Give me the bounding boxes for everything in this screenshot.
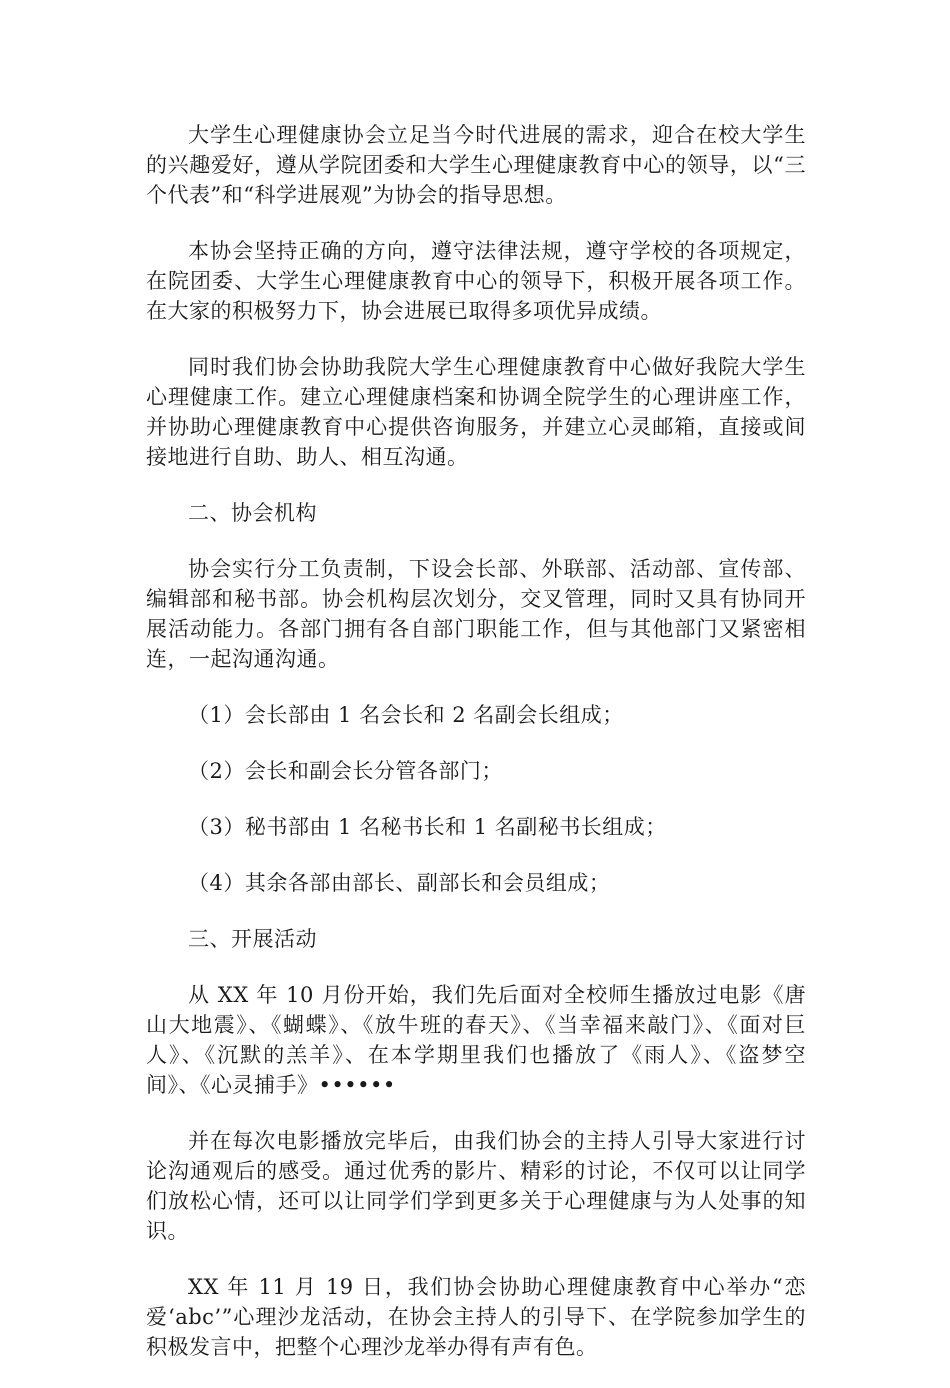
document-page bbox=[146, 120, 806, 1388]
section-heading-activities: 三、开展活动 bbox=[188, 927, 317, 951]
organization-item-2: （2）会长和副会长分管各部门； bbox=[188, 759, 503, 783]
organization-paragraph: 协会实行分工负责制，下设会长部、外联部、活动部、宣传部、编辑部和秘书部。协会机构层次划分，交叉管理，同时又具有协同开展活动能力。各部门拥有各自部门职能工作，但与其他部门又紧密相连，一起沟通沟通。 bbox=[146, 557, 806, 671]
intro-paragraph-1: 大学生心理健康协会立足当今时代进展的需求，迎合在校大学生的兴趣爱好，遵从学院团委和大学生心理健康教育中心的领导，以“三个代表”和“科学进展观”为协会的指导思想。 bbox=[146, 123, 806, 207]
activities-paragraph-3: XX 年 11 月 19 日，我们协会协助心理健康教育中心举办“恋爱‘abc’”心理沙龙活动，在协会主持人的引导下、在学院参加学生的积极发言中，把整个心理沙龙举办得有声有色。 bbox=[146, 1275, 806, 1359]
organization-item-1: （1）会长部由 1 名会长和 2 名副会长组成； bbox=[188, 703, 624, 727]
organization-item-3: （3）秘书部由 1 名秘书长和 1 名副秘书长组成； bbox=[188, 815, 667, 839]
organization-item-4: （4）其余各部由部长、副部长和会员组成； bbox=[188, 871, 611, 895]
activities-paragraph-1: 从 XX 年 10 月份开始，我们先后面对全校师生播放过电影《唐山大地震》、《蝴蝶》、《放牛班的春天》、《当幸福来敲门》、《面对巨人》、《沉默的羔羊》、在本学期里我们也播放了《雨人》、《盗梦空间》、《心灵捕手》•••••• bbox=[146, 983, 806, 1097]
activities-paragraph-2: 并在每次电影播放完毕后，由我们协会的主持人引导大家进行讨论沟通观后的感受。通过优秀的影片、精彩的讨论，不仅可以让同学们放松心情，还可以让同学们学到更多关于心理健康与为人处事的知识。 bbox=[146, 1129, 806, 1243]
section-heading-organization: 二、协会机构 bbox=[188, 501, 317, 525]
intro-paragraph-3: 同时我们协会协助我院大学生心理健康教育中心做好我院大学生心理健康工作。建立心理健康档案和协调全院学生的心理讲座工作，并协助心理健康教育中心提供咨询服务，并建立心灵邮箱，直接或间接地进行自助、助人、相互沟通。 bbox=[146, 355, 806, 469]
intro-paragraph-2: 本协会坚持正确的方向，遵守法律法规，遵守学校的各项规定，在院团委、大学生心理健康教育中心的领导下，积极开展各项工作。在大家的积极努力下，协会进展已取得多项优异成绩。 bbox=[146, 239, 806, 323]
